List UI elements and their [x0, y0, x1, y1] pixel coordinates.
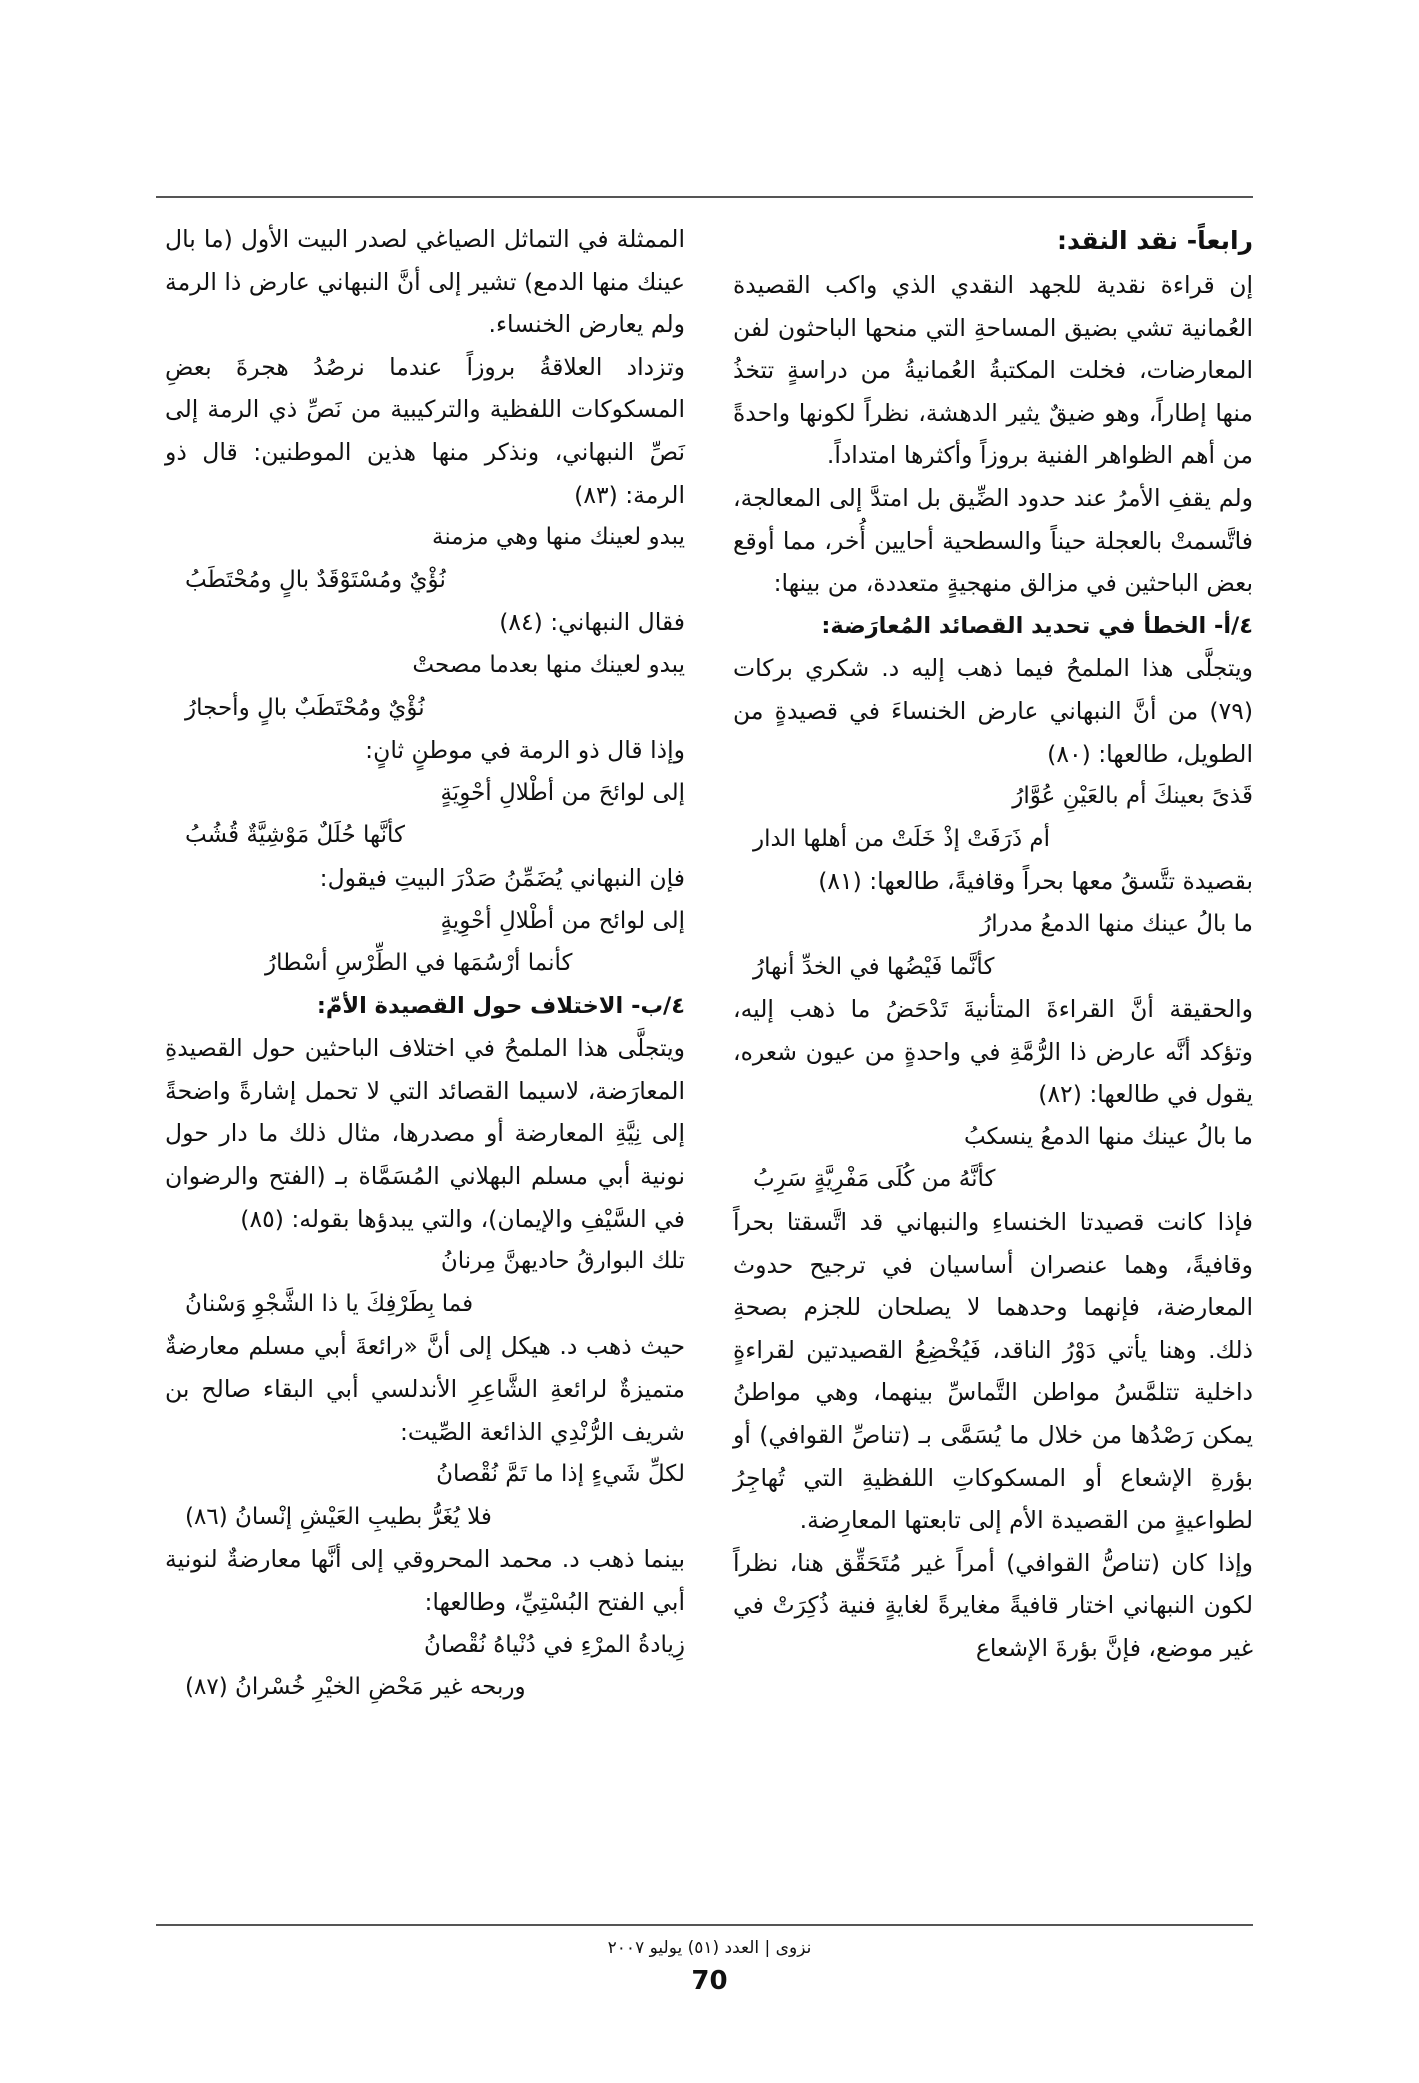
- verse-second-hemistich: كأنما أرْسُمَها في الطِّرْسِ أسْطارُ: [265, 950, 573, 977]
- verse-first-hemistich: يبدو لعينك منها بعدما مصحتْ: [412, 651, 685, 678]
- verse-second-hemistich: كأنَّما فَيْضُها في الخدِّ أنهارُ: [753, 953, 995, 980]
- left-column: [165, 218, 685, 1709]
- verse-second-hemistich: كأنَّها حُلَلٌ مَوْشِيَّةٌ قُشُبُ: [185, 822, 405, 849]
- page-number: 70: [691, 1966, 728, 1996]
- top-rule: [156, 196, 1253, 198]
- paragraph: وإذا قال ذو الرمة في موطنٍ ثانٍ:: [365, 736, 685, 765]
- paragraph: فإن النبهاني يُضَمِّنُ صَدْرَ البيتِ فيقول:: [319, 863, 685, 892]
- verse-first-hemistich: قَذىً بعينكَ أم بالعَيْنِ عُوَّارُ: [1012, 783, 1253, 810]
- verse-second-hemistich: نُؤْيٌ ومُسْتَوْقَدٌ بالٍ ومُحْتَطَبُ: [185, 566, 446, 593]
- paragraph: وإذا كان (تناصُّ القوافي) أمراً غير مُتَحَقِّق هنا، نظراً لكون النبهاني اختار قافيةً مغايرةً لغايةٍ فنية ذُكِرَتْ في غير موضع، فإنَّ بؤرةَ الإشعاع: [733, 1548, 1253, 1662]
- paragraph: ويتجلَّى هذا الملمحُ في اختلاف الباحثين حول القصيدةِ المعارَضة، لاسيما القصائد التي لا تحمل إشارةً واضحةً إلى نِيَّةِ المعارضة أو مصدرها، مثال ذلك ما دار حول نونية أبي مسلم البهلاني المُسَمَّاة بـ (الفتح والرضوان في السَّيْفِ والإيمان)، والتي يبدؤها بقوله: (٨٥): [165, 1034, 685, 1233]
- subsection-heading: ٤/أ- الخطأ في تحديد القصائد المُعارَضة:: [821, 612, 1253, 639]
- verse-first-hemistich: زِيادةُ المرْءِ في دُنْياهُ نُقْصانُ: [424, 1631, 685, 1658]
- paragraph: حيث ذهب د. هيكل إلى أنَّ «رائعةَ أبي مسلم معارضةٌ متميزةٌ لرائعةِ الشَّاعِرِ الأندلسي أبي البقاء صالح بن شريف الرُّنْدِي الذائعة الصِّيت:: [165, 1332, 685, 1446]
- paragraph: ويتجلَّى هذا الملمحُ فيما ذهب إليه د. شكري بركات (٧٩) من أنَّ النبهاني عارض الخنساءَ في قصيدةٍ من الطويل، طالعها: (٨٠): [733, 654, 1253, 768]
- verse-second-hemistich: فلا يُغَرُّ بطيبِ العَيْشِ إنْسانُ (٨٦): [185, 1503, 492, 1530]
- journal-issue-line: نزوى | العدد (٥١) يوليو ٢٠٠٧: [607, 1938, 812, 1958]
- paragraph: ولم يقفِ الأمرُ عند حدود الضِّيق بل امتدَّ إلى المعالجة، فاتَّسمتْ بالعجلة حيناً والسطحية أحايين أُخر، مما أوقع بعض الباحثين في مزالق منهجيةٍ متعددة، من بينها:: [733, 483, 1253, 598]
- verse-first-hemistich: إلى لوائح من أطْلالِ أحْوِيةٍ: [440, 907, 685, 934]
- subsection-heading: ٤/ب- الاختلاف حول القصيدة الأمّ:: [316, 992, 685, 1019]
- paragraph: فقال النبهاني: (٨٤): [499, 608, 685, 637]
- verse-first-hemistich: ما بالُ عينك منها الدمعُ مدرارُ: [980, 910, 1253, 937]
- bottom-rule: [156, 1924, 1253, 1926]
- verse-first-hemistich: إلى لوائحَ من أطْلالِ أحْوِيَةٍ: [440, 779, 685, 806]
- paragraph: والحقيقة أنَّ القراءةَ المتأنيةَ تَدْحَضُ ما ذهب إليه، وتؤكد أنَّه عارض ذا الرُّمَّةِ في واحدةٍ من عيون شعره، يقول في طالعها: (٨٢): [733, 995, 1253, 1109]
- paragraph: فإذا كانت قصيدتا الخنساءِ والنبهاني قد اتَّسقتا بحراً وقافيةً، وهما عنصران أساسيان في ترجيح حدوث المعارضة، فإنهما وحدهما لا يصلحان للجزم بصحةِ ذلك. وهنا يأتي دَوْرُ الناقد، فَيُخْضِعُ القصيدتين لقراءةٍ داخلية تتلمَّسُ مواطن التَّماسِّ بينهما، وهي مواطنُ يمكن رَصْدُها من خلال ما يُسَمَّى بـ (تناصِّ القوافي) أو بؤرةِ الإشعاع أو المسكوكاتِ اللفظيةِ التي تُهاجِرُ لطواعيةٍ من القصيدة الأم إلى تابعتها المعارِضة.: [733, 1208, 1253, 1535]
- paragraph: الممثلة في التماثل الصياغي لصدر البيت الأول (ما بال عينك منها الدمع) تشير إلى أنَّ النبهاني عارض ذا الرمة ولم يعارض الخنساء.: [165, 225, 685, 339]
- section-heading: رابعاً- نقد النقد:: [1056, 226, 1253, 255]
- verse-first-hemistich: ما بالُ عينك منها الدمعُ ينسكبُ: [963, 1123, 1253, 1150]
- right-column: [733, 218, 1253, 1670]
- paragraph: إن قراءة نقدية للجهد النقدي الذي واكب القصيدة العُمانية تشي بضيق المساحةِ التي منحها الباحثون لفن المعارضات، فخلت المكتبةُ العُمانيةُ من دراسةٍ تتخذُ منها إطاراً، وهو ضيقٌ يثير الدهشة، نظراً لكونها واحدةً من أهم الظواهر الفنية بروزاً وأكثرها امتداداً.: [733, 271, 1253, 470]
- verse-first-hemistich: لكلِّ شَيءٍ إذا ما تَمَّ نُقْصانُ: [436, 1461, 685, 1488]
- verse-second-hemistich: نُؤْيٌ ومُحْتَطَبٌ بالٍ وأحجارُ: [185, 694, 425, 721]
- verse-first-hemistich: تلك البوارقُ حاديهنَّ مِرنانُ: [440, 1248, 685, 1275]
- paragraph: وتزداد العلاقةُ بروزاً عندما نرصُدُ هجرةَ بعضِ المسكوكات اللفظية والتركيبية من نَصِّ ذي الرمة إلى نَصِّ النبهاني، ونذكر منها هذين الموطنين: قال ذو الرمة: (٨٣): [165, 352, 685, 509]
- verse-second-hemistich: وربحه غير مَحْضِ الخيْرِ خُسْرانُ (٨٧): [185, 1674, 526, 1701]
- page-footer: [0, 1935, 1419, 2001]
- paragraph: بقصيدة تتَّسقُ معها بحراً وقافيةً، طالعها: (٨١): [818, 867, 1253, 896]
- verse-second-hemistich: فما بِطَرْفِكَ يا ذا الشَّجْوِ وَسْنانُ: [185, 1290, 474, 1317]
- verse-second-hemistich: أم ذَرَفَتْ إذْ خَلَتْ من أهلها الدار: [753, 825, 1051, 852]
- verse-second-hemistich: كأنَّهُ من كُلَى مَفْرِيَّةٍ سَرِبُ: [753, 1166, 996, 1193]
- paragraph: بينما ذهب د. محمد المحروقي إلى أنَّها معارضةٌ لنونية أبي الفتح البُسْتِيِّ، وطالعها:: [165, 1545, 685, 1616]
- verse-first-hemistich: يبدو لعينك منها وهي مزمنة: [431, 524, 685, 551]
